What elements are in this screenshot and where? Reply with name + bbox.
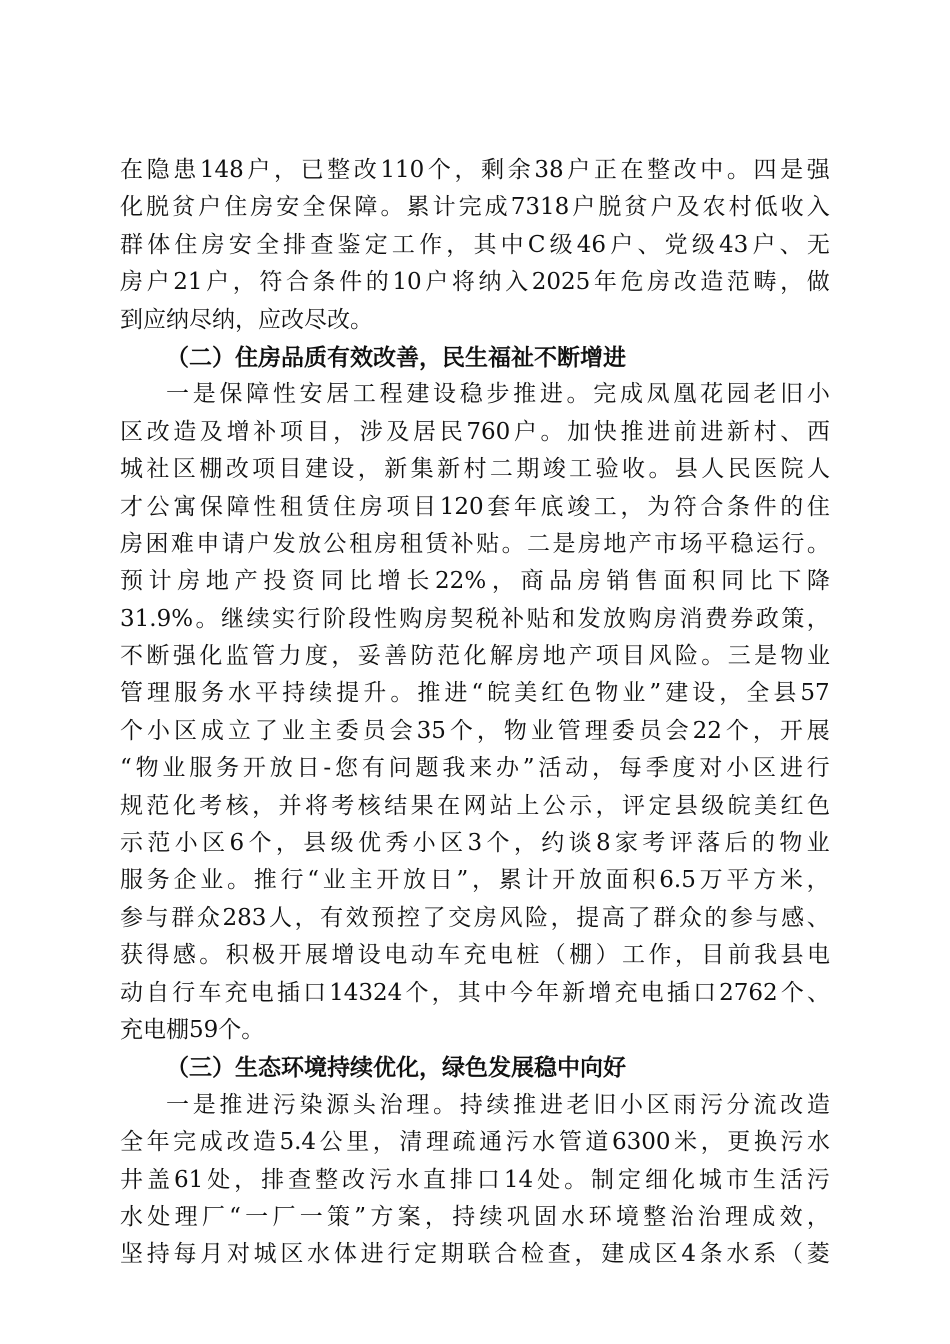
paragraph-line: 全 年 完 成 改 造 5.4 公 里 ， 清 理 疏 通 污 水 管 道 6300 米 ， 更 换 污 水 — [120, 1129, 830, 1156]
paragraph-line: 房 困 难 申 请 户 发 放 公 租 房 租 赁 补 贴 。 二 是 房 地 产 市 场 平 稳 运 行 。 — [120, 530, 830, 557]
paragraph-first-line: 一 是 推 进 污 染 源 头 治 理 。 持 续 推 进 老 旧 小 区 雨 污 分 流 改 造 — [166, 1091, 830, 1118]
paragraph-line: 区 改 造 及 增 补 项 目 ， 涉 及 居 民 760 户 。 加 快 推 进 前 进 新 村 、 西 — [120, 418, 830, 445]
paragraph-line: 才 公 寓 保 障 性 租 赁 住 房 项 目 120 套 年 底 竣 工 ， 为 符 合 条 件 的 住 — [120, 493, 830, 520]
paragraph-line: 到应纳尽纳，应改尽改。 — [120, 306, 373, 333]
paragraph-line: 不 断 强 化 监 管 力 度 ， 妥 善 防 范 化 解 房 地 产 项 目 风 险 。 三 是 物 业 — [120, 643, 830, 670]
paragraph-line: 动 自 行 车 充 电 插 口 14324 个 ， 其 中 今 年 新 增 充 电 插 口 2762 个 、 — [120, 979, 830, 1006]
paragraph-line: 在 隐 患 148 户 ， 已 整 改 110 个 ， 剩 余 38 户 正 在 整 改 中 。 四 是 强 — [120, 157, 830, 183]
paragraph-line: 服 务 企 业 。 推 行 “ 业 主 开 放 日 ” ， 累 计 开 放 面 积 6.5 万 平 方 米 ， — [120, 867, 830, 894]
paragraph-line: 井 盖 61 处 ， 排 查 整 改 污 水 直 排 口 14 处 。 制 定 细 化 城 市 生 活 污 — [120, 1166, 830, 1193]
paragraph-line: 获 得 感 。 积 极 开 展 增 设 电 动 车 充 电 桩 （ 棚 ） 工 作 ， 目 前 我 县 电 — [120, 942, 830, 969]
body-text — [120, 152, 830, 1274]
paragraph-line: 房 户 21 户 ， 符 合 条 件 的 10 户 将 纳 入 2025 年 危 房 改 造 范 畴 ， 做 — [120, 269, 830, 296]
paragraph-line: 城 社 区 棚 改 项 目 建 设 ， 新 集 新 村 二 期 竣 工 验 收 。 县 人 民 医 院 人 — [120, 456, 830, 483]
paragraph-line: 参 与 群 众 283 人 ， 有 效 预 控 了 交 房 风 险 ， 提 高 了 群 众 的 参 与 感 、 — [120, 904, 830, 931]
paragraph-line: 示 范 小 区 6 个 ， 县 级 优 秀 小 区 3 个 ， 约 谈 8 家 考 评 落 后 的 物 业 — [120, 830, 830, 857]
paragraph-line: 充电棚59个。 — [120, 1016, 265, 1043]
paragraph-line: 坚 持 每 月 对 城 区 水 体 进 行 定 期 联 合 检 查 ， 建 成 区 4 条 水 系 （ 菱 — [120, 1241, 830, 1268]
paragraph-line: 个 小 区 成 立 了 业 主 委 员 会 35 个 ， 物 业 管 理 委 员 会 22 个 ， 开 展 — [120, 717, 830, 744]
paragraph-line: 31.9% 。 继 续 实 行 阶 段 性 购 房 契 税 补 贴 和 发 放 购 房 消 费 券 政 策 ， — [120, 605, 830, 632]
paragraph-line: “ 物 业 服 务 开 放 日 - 您 有 问 题 我 来 办 ” 活 动 ， 每 季 度 对 小 区 进 行 — [120, 755, 830, 782]
section-heading: （三）生态环境持续优化，绿色发展稳中向好 — [166, 1054, 626, 1082]
paragraph-line: 化 脱 贫 户 住 房 安 全 保 障 。 累 计 完 成 7318 户 脱 贫 户 及 农 村 低 收 入 — [120, 194, 830, 221]
paragraph-line: 规 范 化 考 核 ， 并 将 考 核 结 果 在 网 站 上 公 示 ， 评 定 县 级 皖 美 红 色 — [120, 792, 830, 819]
paragraph-line: 预 计 房 地 产 投 资 同 比 增 长 22% ， 商 品 房 销 售 面 积 同 比 下 降 — [120, 568, 830, 595]
paragraph-first-line: 一 是 保 障 性 安 居 工 程 建 设 稳 步 推 进 。 完 成 凤 凰 花 园 老 旧 小 — [166, 381, 830, 408]
paragraph-line: 群 体 住 房 安 全 排 查 鉴 定 工 作 ， 其 中 C 级 46 户 、 党 级 43 户 、 无 — [120, 231, 830, 258]
section-heading: （二）住房品质有效改善，民生福祉不断增进 — [166, 343, 626, 371]
paragraph-line: 水 处 理 厂 “ 一 厂 一 策 ” 方 案 ， 持 续 巩 固 水 环 境 整 治 治 理 成 效 ， — [120, 1203, 830, 1230]
paragraph-line: 管 理 服 务 水 平 持 续 提 升 。 推 进 “ 皖 美 红 色 物 业 ” 建 设 ， 全 县 57 — [120, 680, 830, 707]
